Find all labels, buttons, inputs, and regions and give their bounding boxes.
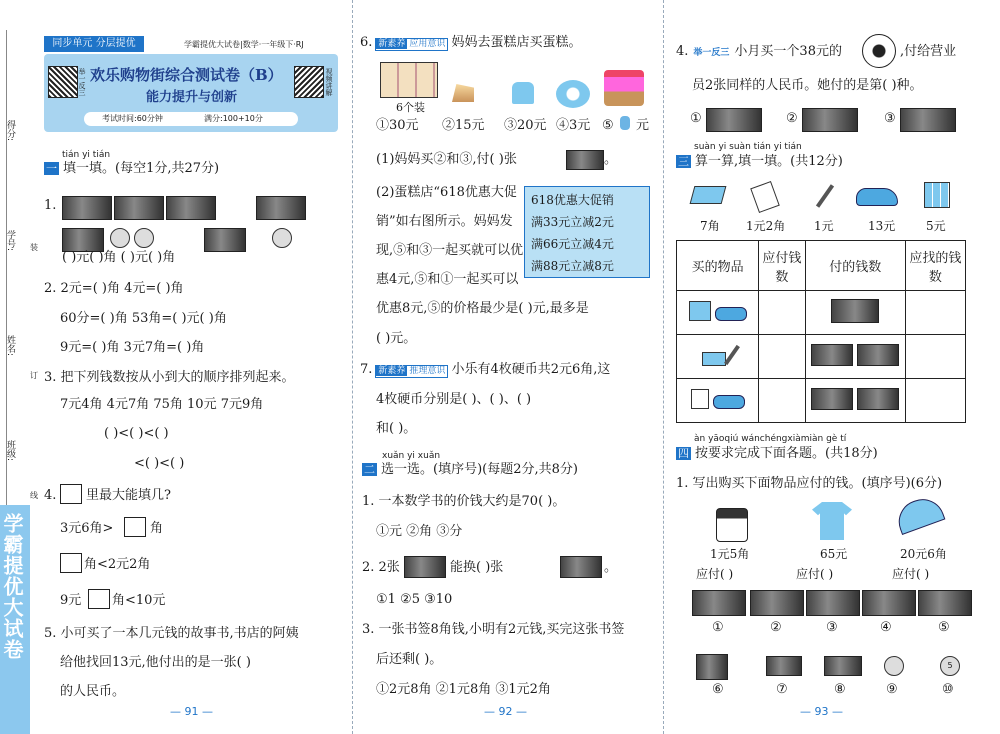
cake-box-image	[380, 62, 438, 98]
q4-opt3[interactable]: ③	[884, 111, 896, 126]
section1-pinyin: tián yi tián	[62, 150, 111, 160]
coin-image	[134, 228, 154, 248]
answer-cell[interactable]	[905, 379, 965, 423]
q7-number: 7.	[360, 362, 373, 377]
promo-sign	[524, 186, 650, 278]
price-3: ③20元	[504, 118, 547, 133]
class-label: 班级:	[5, 440, 15, 462]
banknote-image	[204, 228, 246, 252]
price-5: ⑤	[602, 118, 614, 133]
section-number: 二	[364, 463, 375, 476]
section-number: 一	[46, 162, 57, 175]
banknote-image	[114, 196, 164, 220]
section3-pinyin: suàn yi suàn tián yi tián	[694, 142, 802, 152]
q2-line2[interactable]: 60分=( )角 53角=( )元( )角	[60, 311, 227, 326]
q4-opt2[interactable]: ②	[786, 111, 798, 126]
q6-text: 妈妈去蛋糕店买蛋糕。	[451, 35, 582, 50]
table-row	[677, 291, 966, 335]
q4-a-right: 角	[150, 521, 164, 536]
name-label: 姓名:	[5, 335, 15, 357]
section-title: 算一算,填一填。(共12分)	[695, 154, 843, 169]
promo-rule: 满33元立减2元	[531, 215, 614, 229]
q7-text: 小乐有4枚硬币共2元6角,这	[451, 362, 611, 377]
ink-blot-icon	[620, 116, 630, 130]
money-label: ②	[770, 620, 782, 635]
banknote-image	[560, 556, 602, 578]
coin-image	[272, 228, 292, 248]
q4-text-tail: ,付给营业	[900, 44, 957, 59]
banknote-image	[692, 590, 746, 616]
q5-line3: 的人民币。	[60, 684, 126, 699]
exam-time: 考试时间:60分钟	[102, 114, 163, 123]
q6-2-line3: 现,⑤和③一起买就可以优	[376, 243, 524, 258]
q4-c-left: 9元	[60, 593, 82, 608]
q7-line3[interactable]: 和( )。	[376, 421, 417, 436]
donut-image	[556, 80, 590, 108]
umbrella-image	[893, 493, 946, 535]
q3-text: 3. 把下列钱数按从小到大的顺序排列起来。	[44, 370, 295, 385]
test-subtitle: 能力提升与创新	[146, 90, 238, 105]
tshirt-image	[812, 502, 852, 540]
price-1: ①30元	[376, 118, 419, 133]
q6-2-line4: 惠4元,⑤和①一起买可以	[376, 272, 519, 287]
q5-line1: 5. 小可买了一本几元钱的故事书,书店的阿姨	[44, 626, 299, 641]
cake-slice-image	[452, 84, 474, 102]
money-label: ⑤	[938, 620, 950, 635]
q4-answer-box[interactable]	[60, 553, 82, 573]
banknote-image	[404, 556, 446, 578]
banknote-image	[706, 108, 762, 132]
q4-opt1[interactable]: ①	[690, 111, 702, 126]
q4-b: 角<2元2角	[84, 557, 151, 572]
answer-cell[interactable]	[759, 335, 805, 379]
brand-text: 学霸提优大试卷	[0, 513, 24, 660]
test-title: 欢乐购物街综合测试卷（B）	[90, 66, 283, 84]
paid-money	[805, 291, 905, 335]
choice1-options[interactable]: ①元 ②角 ③分	[376, 524, 463, 539]
q7-heading	[360, 362, 610, 378]
item-price: 1元2角	[746, 219, 786, 233]
q5-line2[interactable]: 给他找回13元,他付出的是一张( )	[60, 655, 251, 670]
choice3-line2[interactable]: 后还剩( )。	[376, 652, 443, 667]
q4-text: 里最大能填几?	[86, 488, 171, 503]
qr-right-label: 视频讲解	[325, 68, 333, 96]
coin-image	[884, 656, 904, 676]
banknote-image	[256, 196, 306, 220]
cut-mark-ding: 订	[30, 371, 38, 380]
banknote-image	[862, 590, 916, 616]
section4-pinyin: àn yāoqiú wánchéngxiàmiàn gè tí	[694, 434, 847, 444]
section-title: 选一选。(填序号)(每题2分,共8分)	[381, 462, 578, 477]
banknote-image	[766, 656, 802, 676]
choice3-line1: 3. 一张书签8角钱,小明有2元钱,买完这张书签	[362, 622, 625, 637]
q4-answer-box[interactable]	[88, 589, 110, 609]
items-notepad-car	[677, 379, 759, 423]
q1-blanks[interactable]: ( )元( )角 ( )元( )角	[62, 250, 176, 265]
q4-a-left: 3元6角>	[60, 521, 114, 536]
item-price: 1元	[814, 219, 834, 233]
promo-rule: 满88元立减8元	[531, 259, 614, 273]
q2-line1[interactable]: 2. 2元=( )角 4元=( )角	[44, 281, 184, 296]
section1-heading	[44, 161, 219, 177]
ink-bottle-image	[716, 508, 748, 542]
rubiks-cube-image	[924, 182, 950, 208]
item-price: 13元	[868, 219, 896, 233]
q1-number: 1.	[44, 198, 57, 213]
money-label: ⑨	[886, 682, 898, 697]
money-label: ⑥	[712, 682, 724, 697]
notepad-image	[750, 181, 780, 213]
pay-blank[interactable]: 应付( )	[696, 567, 734, 581]
q6-2-line1: (2)蛋糕店“618优惠大促	[376, 185, 517, 200]
promo-title: 618优惠大促销	[531, 193, 614, 207]
eraser-image	[690, 186, 727, 204]
section-number: 四	[678, 447, 689, 460]
banknote-image	[802, 108, 858, 132]
column-divider	[663, 0, 664, 734]
q6-2-line6[interactable]: ( )元。	[376, 331, 417, 346]
goods-price: 65元	[820, 547, 848, 561]
table-header: 买的物品	[677, 241, 759, 291]
tag-literacy: 新素养 应用意识	[375, 38, 448, 51]
q4-number: 4.	[44, 488, 57, 503]
answer-cell[interactable]	[905, 291, 965, 335]
pencil-image	[816, 184, 834, 208]
promo-rule: 满66元立减4元	[531, 237, 614, 251]
tag-jyfs: 举一反三	[693, 48, 730, 58]
answer-cell[interactable]	[905, 335, 965, 379]
banknote-image	[806, 590, 860, 616]
qr-code-left	[48, 66, 78, 98]
paid-money	[805, 335, 905, 379]
money-label: ⑦	[776, 682, 788, 697]
table-header: 应付钱数	[759, 241, 805, 291]
q3-items: 7元4角 4元7角 75角 10元 7元9角	[60, 397, 264, 412]
birthday-cake-image	[604, 70, 644, 106]
q7-line2[interactable]: 4枚硬币分别是( )、( )、( )	[376, 392, 532, 407]
answer-cell[interactable]	[759, 291, 805, 335]
banknote-image	[62, 228, 104, 252]
choice2-options[interactable]: ①1 ②5 ③10	[376, 592, 453, 607]
choice3-options[interactable]: ①2元8角 ②1元8角 ③1元2角	[376, 682, 551, 697]
q6-2-line5[interactable]: 优惠8元,⑤的价格最少是( )元,最多是	[376, 301, 589, 316]
score-label: 得分:	[5, 120, 15, 142]
item-price: 7角	[700, 219, 720, 233]
pay-blank[interactable]: 应付( )	[796, 567, 834, 581]
full-score: 满分:100+10分	[204, 114, 263, 123]
toy-car-image	[856, 188, 898, 206]
q6-2-line2: 销”如右图所示。妈妈发	[376, 214, 513, 229]
q4-text: 小月买一个38元的	[734, 44, 842, 59]
qr-code-right	[294, 66, 324, 98]
q6-1[interactable]: (1)妈妈买②和③,付( )张	[376, 152, 517, 167]
section3-heading	[676, 154, 843, 170]
section-title: 填一填。(每空1分,共27分)	[63, 161, 220, 176]
section2-heading	[362, 462, 578, 478]
header-banner	[44, 54, 338, 132]
page-number: — 93 —	[800, 705, 843, 718]
goods-price: 20元6角	[900, 547, 947, 561]
item-price: 5元	[926, 219, 946, 233]
banknote-image	[696, 654, 728, 680]
q4-answer-box[interactable]	[124, 517, 146, 537]
banknote-image	[750, 590, 804, 616]
q4-line2[interactable]: 员2张同样的人民币。她付的是第( )种。	[692, 78, 923, 93]
tag-reasoning: 新素养 推理意识	[375, 365, 448, 378]
banknote-image	[166, 196, 216, 220]
p93-q4-heading	[676, 44, 842, 60]
money-label: ④	[880, 620, 892, 635]
pay-blank[interactable]: 应付( )	[892, 567, 930, 581]
q4-number: 4.	[676, 44, 689, 59]
banknote-image	[900, 108, 956, 132]
choice2-left: 2. 2张	[362, 560, 400, 575]
choice2-mid[interactable]: 能换( )张	[450, 560, 504, 575]
series-line: 学霸提优大试卷|数学·一年级下·RJ	[184, 40, 304, 49]
page-number: — 92 —	[484, 705, 527, 718]
cut-mark-xian: 线	[30, 491, 38, 500]
items-cube-car	[677, 291, 759, 335]
paid-money	[805, 379, 905, 423]
shopping-table	[676, 240, 966, 423]
items-eraser-pencil	[677, 335, 759, 379]
q2-line3[interactable]: 9元=( )角 3元7角=( )角	[60, 340, 205, 355]
banknote-image	[918, 590, 972, 616]
table-row	[677, 335, 966, 379]
goods-price: 1元5角	[710, 547, 750, 561]
section-title: 按要求完成下面各题。(共18分)	[695, 446, 878, 461]
money-label: ③	[826, 620, 838, 635]
student-id-label: 学号:	[5, 230, 15, 252]
section2-pinyin: xuǎn yi xuǎn	[382, 451, 441, 461]
section-number: 三	[678, 155, 689, 168]
section4-heading	[676, 446, 878, 462]
cupcake-image	[512, 82, 534, 104]
coin-image: 5	[940, 656, 960, 676]
banknote-image	[824, 656, 862, 676]
column-divider	[352, 0, 353, 734]
money-label: ⑩	[942, 682, 954, 697]
soccer-ball-image	[862, 34, 896, 68]
money-label: ⑧	[834, 682, 846, 697]
choice1-question[interactable]: 1. 一本数学书的价钱大约是70( )。	[362, 494, 566, 509]
q6-number: 6.	[360, 35, 373, 50]
cut-mark-zhuang: 装	[30, 243, 38, 252]
table-row	[677, 379, 966, 423]
brand-strip	[0, 505, 30, 734]
header-chip: 同步单元 分层提优	[44, 36, 144, 52]
answer-cell[interactable]	[759, 379, 805, 423]
price-5-unit: 元	[636, 118, 650, 133]
q4-box	[60, 484, 82, 504]
box-label: 6个装	[396, 101, 425, 114]
q6-heading	[360, 35, 581, 51]
page-number: — 91 —	[170, 705, 213, 718]
s4-q1: 1. 写出购买下面物品应付的钱。(填序号)(6分)	[676, 476, 943, 491]
q3-order-row2[interactable]: <( )<( )	[134, 456, 185, 471]
coin-image	[110, 228, 130, 248]
banknote-image	[566, 150, 604, 170]
table-header: 应找的钱数	[905, 241, 965, 291]
price-4: ④3元	[556, 118, 591, 133]
qr-left-label: 举一反三	[78, 68, 86, 96]
q4-c-right: 角<10元	[112, 593, 166, 608]
table-header: 付的钱数	[805, 241, 905, 291]
q3-order-row1[interactable]: ( )<( )<( )	[104, 426, 169, 441]
binding-margin	[0, 0, 40, 734]
price-2: ②15元	[442, 118, 485, 133]
money-label: ①	[712, 620, 724, 635]
banknote-image	[62, 196, 112, 220]
